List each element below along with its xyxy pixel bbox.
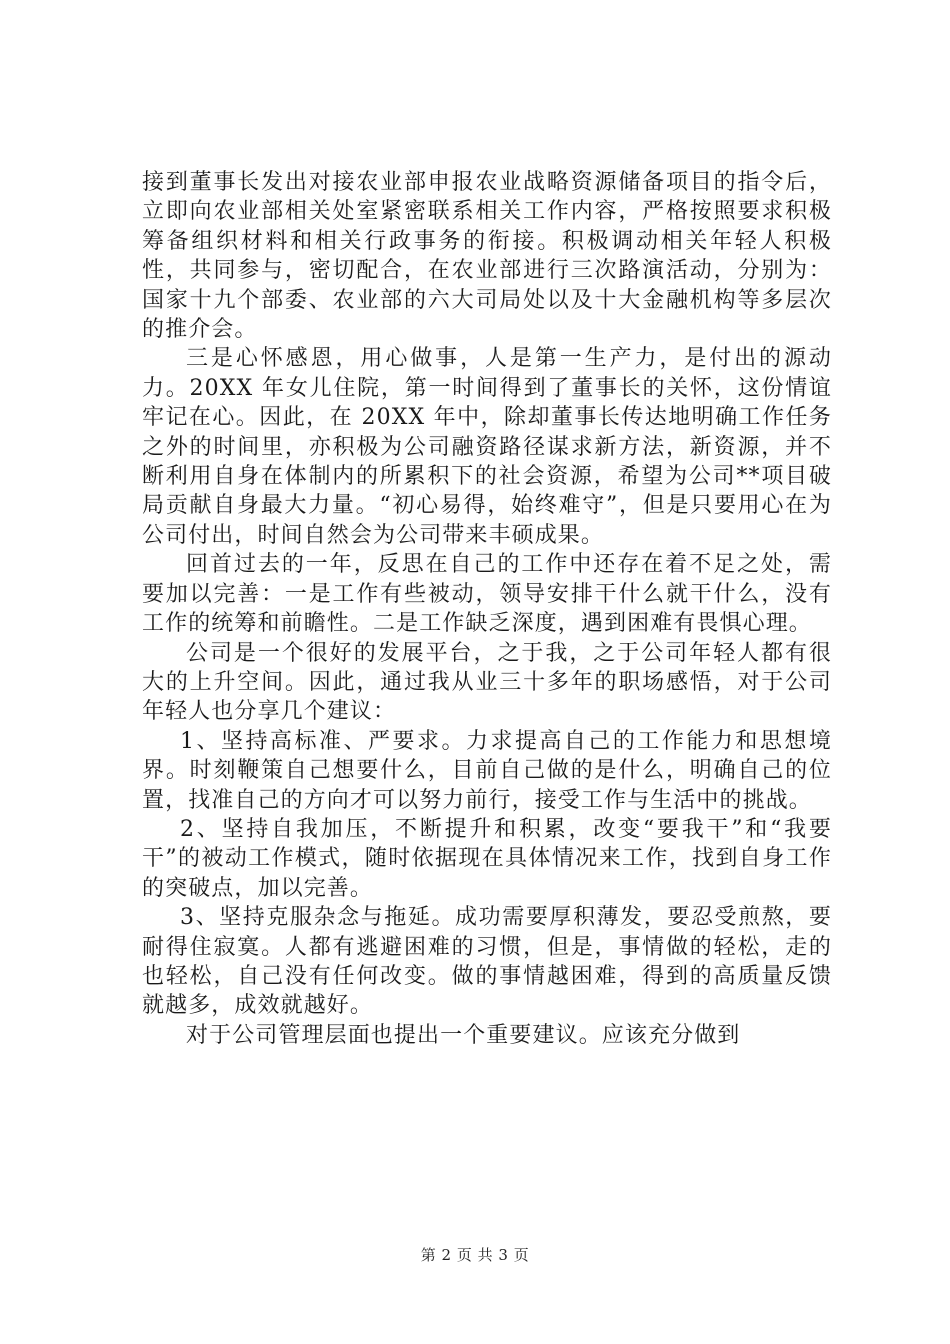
paragraph-suggestion-2: 2、坚持自我加压，不断提升和积累，改变“要我干”和“我要干”的被动工作模式，随时依据现在具体情况来工作，找到自身工作的突破点，加以完善。 (142, 816, 832, 901)
paragraph-platform: 公司是一个很好的发展平台，之于我，之于公司年轻人都有很大的上升空间。因此，通过我从业三十多年的职场感悟，对于公司年轻人也分享几个建议： (142, 640, 832, 725)
paragraph-suggestion-3: 3、坚持克服杂念与拖延。成功需要厚积薄发，要忍受煎熬，要耐得住寂寞。人都有逃避困难的习惯，但是，事情做的轻松，走的也轻松，自己没有任何改变。做的事情越困难，得到的高质量反馈就越多，成效就越好。 (142, 905, 832, 1019)
paragraph-roadshow: 接到董事长发出对接农业部申报农业战略资源储备项目的指令后，立即向农业部相关处室紧密联系相关工作内容，严格按照要求积极筹备组织材料和相关行政事务的衔接。积极调动相关年轻人积极性，共同参与，密切配合，在农业部进行三次路演活动，分别为：国家十九个部委、农业部的六大司局处以及十大金融机构等多层次的推介会。 (142, 170, 832, 343)
paragraph-gratitude: 三是心怀感恩，用心做事，人是第一生产力，是付出的源动力。20XX 年女儿住院，第一时间得到了董事长的关怀，这份情谊牢记在心。因此，在 20XX 年中，除却董事长传达地明确工作任务之外的时间里，亦积极为公司融资路径谋求新方法，新资源，并不断利用自身在体制内的所累积下的社会资源，希望为公司**项目破局贡献自身最大力量。“初心易得，始终难守”，但是只要用心在为公司付出，时间自然会为公司带来丰硕成果。 (142, 346, 832, 548)
paragraph-suggestion-1: 1、坚持高标准、严要求。力求提高自己的工作能力和思想境界。时刻鞭策自己想要什么，目前自己做的是什么，明确自己的位置，找准自己的方向才可以努力前行，接受工作与生活中的挑战。 (142, 728, 832, 813)
paragraph-reflection: 回首过去的一年，反思在自己的工作中还存在着不足之处，需要加以完善：一是工作有些被动，领导安排干什么就干什么，没有工作的统筹和前瞻性。二是工作缺乏深度，遇到困难有畏惧心理。 (142, 552, 832, 637)
paragraph-management: 对于公司管理层面也提出一个重要建议。应该充分做到 (186, 1022, 741, 1048)
document-body (142, 168, 832, 1050)
page-footer: 第 2 页 共 3 页 (420, 1246, 530, 1264)
